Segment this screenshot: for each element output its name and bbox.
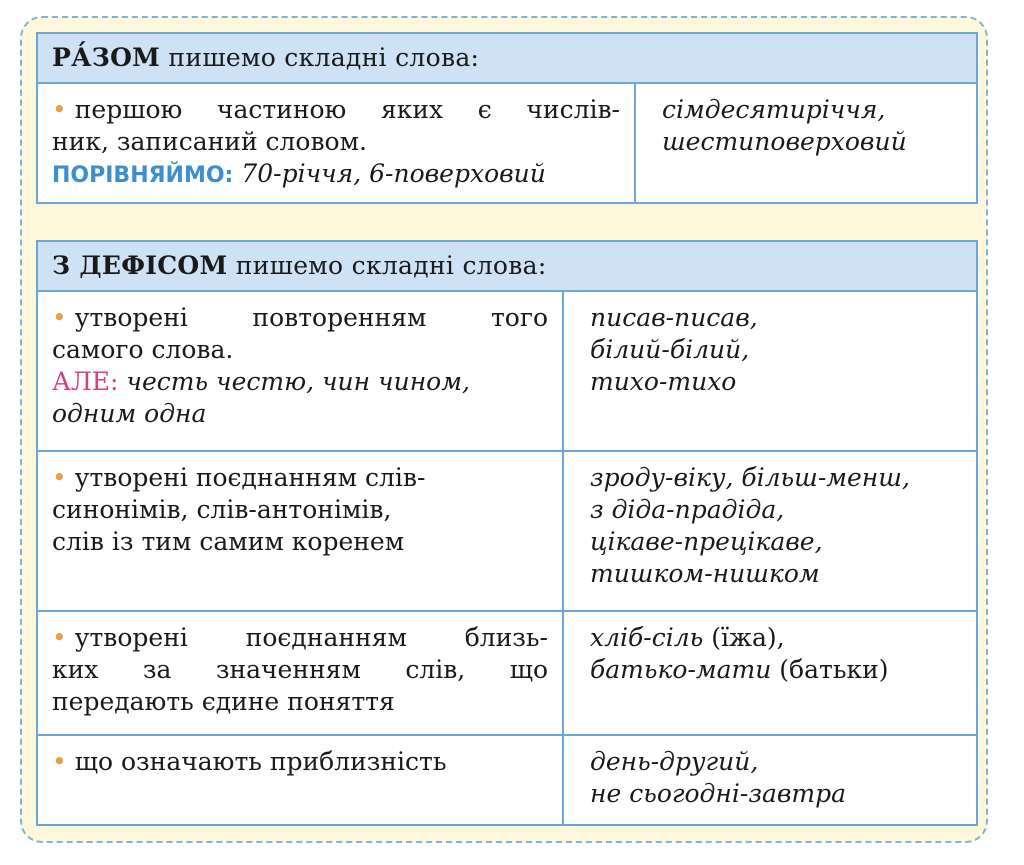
defis-row-1-rule-line-2: самого слова. <box>52 335 234 364</box>
defis-row-2-example-2: з діда-прадіда, <box>590 495 785 524</box>
razom-table <box>36 32 978 204</box>
defis-row-3 <box>37 611 977 735</box>
defis-row-3-rule-line-3: передають єдине поняття <box>52 687 395 716</box>
defis-header-strong: З ДЕФІСОМ <box>52 251 228 280</box>
razom-rule-cell <box>37 83 635 203</box>
but-label: АЛЕ: <box>52 367 119 396</box>
but-text-1: честь честю, чин чином, <box>118 367 470 396</box>
defis-row-3-example-1-note: (їжа), <box>703 623 785 652</box>
defis-row-3-example-2: батько-мати <box>590 655 772 684</box>
defis-header <box>37 241 977 291</box>
defis-row-1-rule <box>37 291 563 451</box>
defis-row-4 <box>37 735 977 825</box>
defis-header-rest: пишемо складні слова: <box>227 251 547 280</box>
defis-row-3-rule <box>37 611 563 735</box>
defis-row-2-rule-line-1: утворені поєднанням слів- <box>74 463 426 492</box>
bullet-icon: • <box>52 747 67 776</box>
defis-row-1-example-3: тихо-тихо <box>590 367 737 396</box>
bullet-icon: • <box>52 463 67 492</box>
defis-row-1-example-2: білий-білий, <box>590 335 750 364</box>
defis-row-4-examples <box>563 735 977 825</box>
defis-row-2-example-1: зроду-віку, більш-менш, <box>590 463 910 492</box>
razom-header-rest: пишемо складні слова: <box>160 43 480 72</box>
razom-rule-line-1: першою частиною яких є числів- <box>74 95 620 124</box>
defis-row-3-examples <box>563 611 977 735</box>
defis-row-4-rule-line-1: що означають приблизність <box>74 747 447 776</box>
defis-row-2-example-4: тишком-нишком <box>590 559 820 588</box>
defis-table <box>36 240 978 826</box>
defis-row-2-rule-line-3: слів із тим самим коренем <box>52 527 405 556</box>
compare-label: ПОРІВНЯЙМО: <box>52 163 234 188</box>
defis-row-3-example-1: хліб-сіль <box>590 623 704 652</box>
defis-row-1-examples <box>563 291 977 451</box>
defis-row-2-rule <box>37 451 563 611</box>
bullet-icon: • <box>52 623 67 652</box>
defis-row-2 <box>37 451 977 611</box>
but-text-2: одним одна <box>52 399 207 428</box>
defis-row-4-example-2: не сьогодні-завтра <box>590 779 847 808</box>
defis-row-4-rule <box>37 735 563 825</box>
defis-row-3-rule-line-1: утворені поєднанням близь- <box>74 623 548 652</box>
razom-example-2: шестиповерховий <box>662 127 907 156</box>
defis-row-4-example-1: день-другий, <box>590 747 759 776</box>
defis-row-3-example-2-note: (батьки) <box>771 655 889 684</box>
bullet-icon: • <box>52 303 67 332</box>
bullet-icon: • <box>52 95 67 124</box>
defis-row-1-example-1: писав-писав, <box>590 303 758 332</box>
defis-row-2-examples <box>563 451 977 611</box>
razom-header <box>37 33 977 83</box>
razom-rule-line-2: ник, записаний словом. <box>52 127 368 156</box>
defis-row-1 <box>37 291 977 451</box>
defis-row-2-example-3: цікаве-прецікаве, <box>590 527 823 556</box>
defis-row-2-rule-line-2: синонімів, слів-антонімів, <box>52 495 392 524</box>
defis-row-3-rule-line-2: ких за значенням слів, що <box>52 655 548 684</box>
razom-examples-cell <box>635 83 977 203</box>
compare-text: 70-річчя, 6-поверховий <box>233 159 546 188</box>
defis-row-1-rule-line-1: утворені повторенням того <box>74 303 548 332</box>
razom-example-1: сімдесятиріччя, <box>662 95 886 124</box>
razom-header-strong: РА́ЗОМ <box>52 43 161 72</box>
